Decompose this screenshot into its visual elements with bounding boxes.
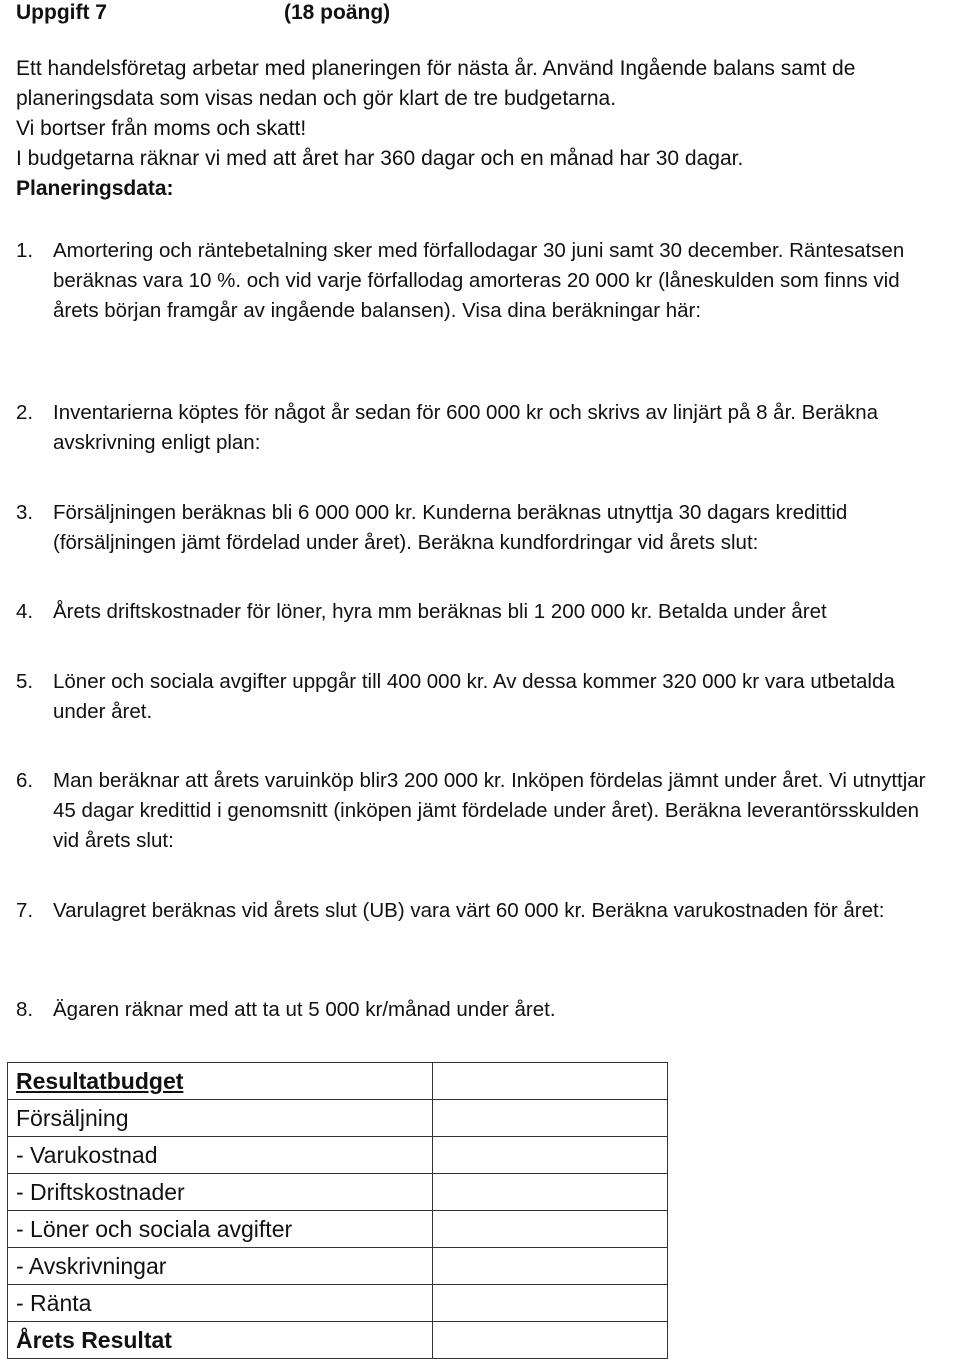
item-text: Ägaren räknar med att ta ut 5 000 kr/månad under året.	[53, 998, 556, 1021]
table-row	[8, 1137, 668, 1174]
budget-value-cell[interactable]	[433, 1137, 668, 1174]
planning-item-2	[16, 398, 944, 458]
budget-heading: Resultatbudget	[8, 1063, 433, 1100]
budget-result-label: Årets Resultat	[8, 1322, 433, 1359]
item-text: Försäljningen beräknas bli 6 000 000 kr. Kunderna beräknas utnyttja 30 dagars kredittid (försäljningen jämt fördelad under året). Beräkna kundfordringar vid årets slut:	[53, 501, 848, 554]
item-number: 7.	[16, 899, 34, 922]
table-row	[8, 1100, 668, 1137]
item-number: 4.	[16, 600, 34, 623]
intro-line: Vi bortser från moms och skatt!	[16, 117, 307, 140]
planning-item-5	[16, 667, 944, 727]
item-number: 5.	[16, 670, 34, 693]
budget-row-label: - Avskrivningar	[8, 1248, 433, 1285]
table-row	[8, 1322, 668, 1359]
budget-value-cell[interactable]	[433, 1174, 668, 1211]
table-row	[8, 1285, 668, 1322]
item-text: Årets driftskostnader för löner, hyra mm beräknas bli 1 200 000 kr. Betalda under året	[53, 600, 827, 623]
planning-item-4	[16, 597, 944, 627]
budget-value-cell[interactable]	[433, 1248, 668, 1285]
table-row	[8, 1248, 668, 1285]
budget-value-cell[interactable]	[433, 1322, 668, 1359]
table-row	[8, 1063, 668, 1100]
planning-item-1	[16, 236, 944, 326]
planning-item-6	[16, 766, 944, 856]
intro-line: Ett handelsföretag arbetar med planeringen för nästa år. Använd Ingående balans samt de	[16, 57, 856, 80]
item-number: 3.	[16, 501, 34, 524]
item-text: Löner och sociala avgifter uppgår till 400 000 kr. Av dessa kommer 320 000 kr vara utbetalda under året.	[53, 670, 895, 723]
task-points: (18 poäng)	[284, 1, 391, 24]
planning-item-3	[16, 498, 944, 558]
item-text: Amortering och räntebetalning sker med förfallodagar 30 juni samt 30 december. Räntesatsen beräknas vara 10 %. och vid varje förfallodag amorteras 20 000 kr (låneskulden som finns vid årets början framgår av ingående balansen). Visa dina beräkningar här:	[53, 239, 905, 322]
table-row	[8, 1174, 668, 1211]
item-number: 6.	[16, 769, 34, 792]
budget-value-cell[interactable]	[433, 1211, 668, 1248]
planning-item-7	[16, 896, 944, 926]
budget-row-label: - Driftskostnader	[8, 1174, 433, 1211]
item-text: Inventarierna köptes för något år sedan för 600 000 kr och skrivs av linjärt på 8 år. Beräkna avskrivning enligt plan:	[53, 401, 879, 454]
result-budget-table	[7, 1062, 668, 1359]
item-text: Man beräknar att årets varuinköp blir3 200 000 kr. Inköpen fördelas jämnt under året. Vi utnyttjar 45 dagar kredittid i genomsnitt (inköpen jämt fördelade under året). Beräkna leverantörsskulden vid årets slut:	[53, 769, 926, 852]
budget-row-label: - Varukostnad	[8, 1137, 433, 1174]
budget-value-cell[interactable]	[433, 1285, 668, 1322]
planning-item-8	[16, 995, 944, 1025]
planning-heading: Planeringsdata:	[16, 177, 174, 200]
budget-row-label: - Ränta	[8, 1285, 433, 1322]
intro-text	[16, 54, 946, 204]
budget-row-label: - Löner och sociala avgifter	[8, 1211, 433, 1248]
table-row	[8, 1211, 668, 1248]
item-text: Varulagret beräknas vid årets slut (UB) vara värt 60 000 kr. Beräkna varukostnaden för året:	[53, 899, 885, 922]
budget-value-cell[interactable]	[433, 1100, 668, 1137]
budget-value-cell[interactable]	[433, 1063, 668, 1100]
item-number: 2.	[16, 401, 34, 424]
task-title: Uppgift 7	[16, 1, 107, 24]
intro-line: I budgetarna räknar vi med att året har 360 dagar och en månad har 30 dagar.	[16, 147, 744, 170]
item-number: 8.	[16, 998, 34, 1021]
item-number: 1.	[16, 239, 34, 262]
intro-line: planeringsdata som visas nedan och gör klart de tre budgetarna.	[16, 87, 617, 110]
budget-row-label: Försäljning	[8, 1100, 433, 1137]
